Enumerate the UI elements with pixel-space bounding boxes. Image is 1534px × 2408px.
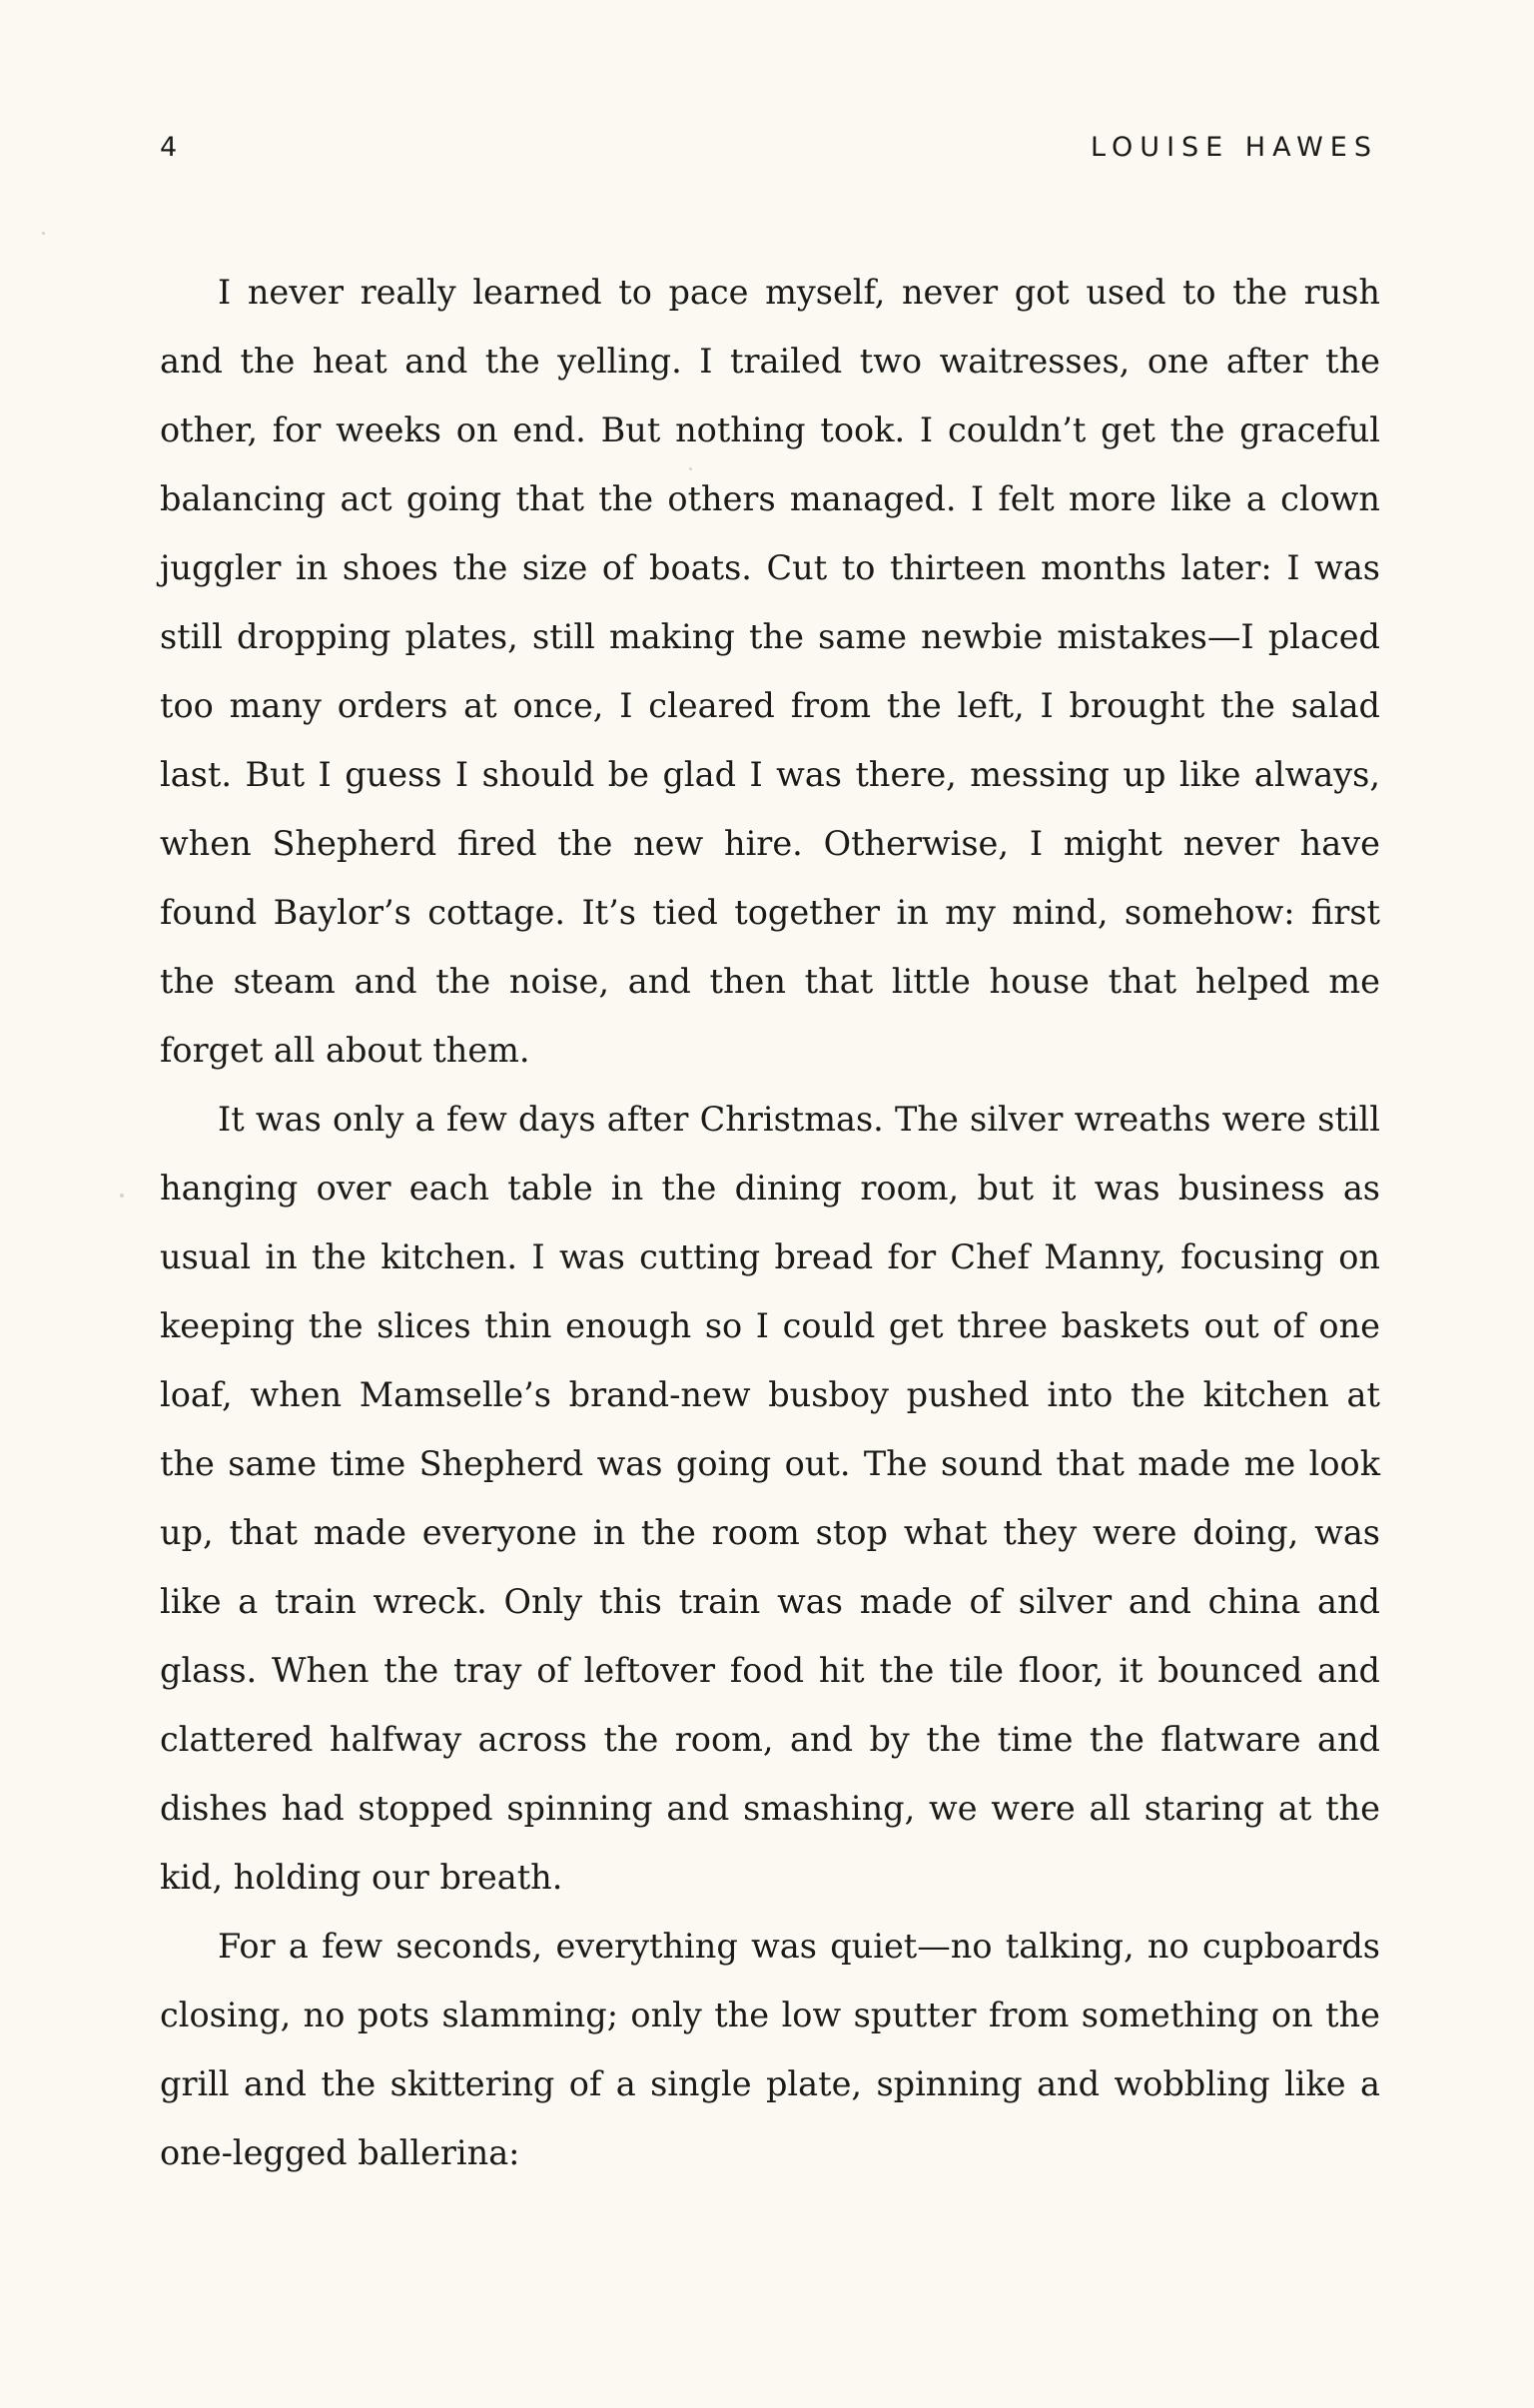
- paper-speck: [689, 467, 692, 470]
- paper-speck: [120, 1194, 124, 1198]
- paragraph-1: I never really learned to pace myself, never got used to the rush and the heat and the yelling. I trailed two waitresses, one after the other, for weeks on end. But nothing took. I couldn’t get the graceful balancing act going that the others managed. I felt more like a clown juggler in shoes the size of boats. Cut to thirteen months later: I was still dropping plates, still making the same newbie mistakes—I placed too many orders at once, I cleared from the left, I brought the salad last. But I guess I should be glad I was there, messing up like always, when Shepherd fired the new hire. Otherwise, I might never have found Baylor’s cottage. It’s tied together in my mind, somehow: first the steam and the noise, and then that little house that helped me forget all about them.: [160, 273, 1380, 1070]
- author-name: LOUISE HAWES: [1090, 132, 1378, 163]
- running-head: [160, 132, 1378, 172]
- paragraph-3: For a few seconds, everything was quiet—no talking, no cupboards closing, no pots slamming; only the low sputter from something on the grill and the skittering of a single plate, spinning and wobbling like a one-legged ballerina:: [160, 1927, 1380, 2172]
- paragraph-2: It was only a few days after Christmas. The silver wreaths were still hanging over each table in the dining room, but it was business as usual in the kitchen. I was cutting bread for Chef Manny, focusing on keeping the slices thin enough so I could get three baskets out of one loaf, when Mamselle’s brand-new busboy pushed into the kitchen at the same time Shepherd was going out. The sound that made me look up, that made everyone in the room stop what they were doing, was like a train wreck. Only this train was made of silver and china and glass. When the tray of leftover food hit the tile floor, it bounced and clattered halfway across the room, and by the time the flatware and dishes had stopped spinning and smashing, we were all staring at the kid, holding our breath.: [160, 1100, 1380, 1897]
- paper-speck: [42, 232, 45, 235]
- body-text: [160, 258, 1380, 2187]
- page-number: 4: [160, 132, 179, 163]
